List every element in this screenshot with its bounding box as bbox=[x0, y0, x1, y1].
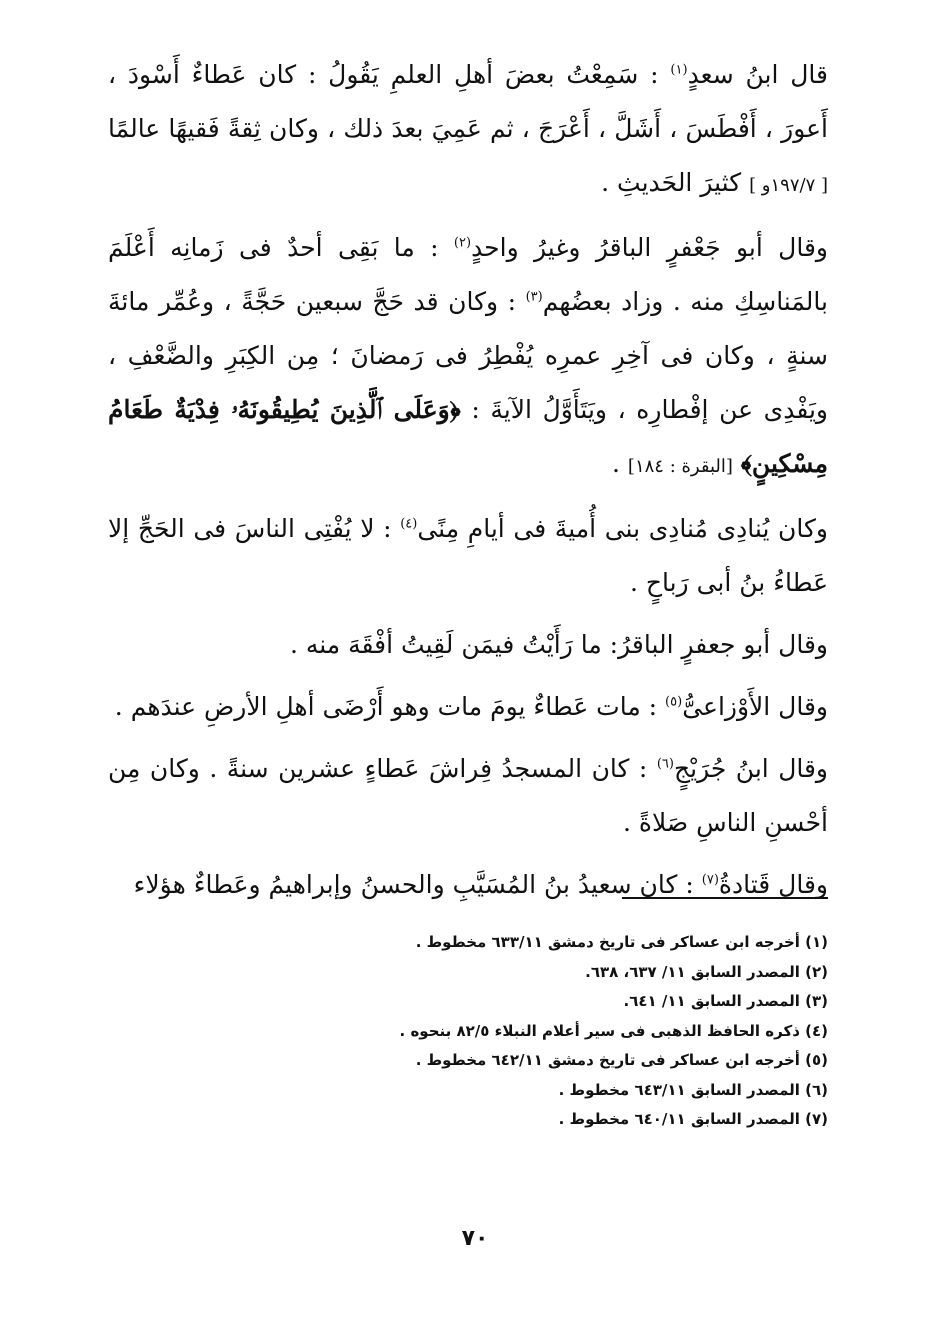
footnote-ref-3: (٣) bbox=[525, 289, 543, 305]
footnote-1: (١) أخرجه ابن عساكر فى تاريخ دمشق ٦٣٣/١١ مخطوط . bbox=[415, 933, 828, 951]
footnote-ref-5: (٥) bbox=[665, 694, 683, 710]
footnote-6: (٦) المصدر السابق ٦٤٣/١١ مخطوط . bbox=[558, 1080, 828, 1099]
text-segment: . bbox=[612, 449, 628, 478]
paragraph-1 bbox=[108, 48, 828, 213]
paragraph-7 bbox=[108, 858, 828, 912]
text-segment: وقال الأَوْزاعىُّ bbox=[682, 692, 828, 721]
footnotes bbox=[300, 928, 828, 1135]
paragraph-2 bbox=[108, 221, 828, 494]
footnote-ref-4: (٤) bbox=[400, 516, 418, 532]
text-segment: : كان سعيدُ بنُ المُسَيَّبِ والحسنُ وإبراهيمُ وعَطاءٌ هؤلاء bbox=[133, 870, 702, 899]
text-segment bbox=[733, 449, 741, 478]
footnote-separator bbox=[622, 897, 828, 899]
text-segment: : كان المسجدُ فِراشَ عَطاءٍ عشرين سنةً . وكان مِن أحْسنِ الناسِ صَلاةً . bbox=[108, 754, 828, 837]
paragraph-5 bbox=[108, 680, 828, 734]
text-segment: وقال قَتادةُ bbox=[718, 870, 828, 899]
footnote-2: (٢) المصدر السابق ١١/ ٦٣٧، ٦٣٨. bbox=[585, 962, 828, 981]
text-segment: : لا يُفْتِى الناسَ فى الحَجِّ إلا عَطاءُ بنُ أبى رَباحٍ . bbox=[108, 514, 828, 597]
paragraph-4 bbox=[108, 618, 828, 672]
page-reference: [ ١٩٧/٧و ] bbox=[749, 175, 828, 196]
footnote-ref-2: (٢) bbox=[453, 235, 472, 251]
footnote-5: (٥) أخرجه ابن عساكر فى تاريخ دمشق ٦٤٢/١١ مخطوط . bbox=[415, 1051, 828, 1069]
page-number: ٧٠ bbox=[461, 1226, 489, 1251]
footnote-3: (٣) المصدر السابق ١١/ ٦٤١. bbox=[623, 992, 828, 1010]
text-segment: وقال أبو جعفرٍ الباقرُ: ما رَأَيْتُ فيمَن لَقِيتُ أفْقَهَ منه . bbox=[289, 630, 828, 659]
text-segment: كثيرَ الحَديثِ . bbox=[601, 168, 750, 197]
footnote-4: (٤) ذكره الحافظ الذهبى فى سير أعلام النبلاء ٨٢/٥ بنحوه . bbox=[399, 1021, 828, 1040]
text-segment: وكان يُنادِى مُنادِى بنى أُميةَ فى أيامِ مِنًى bbox=[417, 514, 828, 543]
text-segment: وقال أبو جَعْفرٍ الباقرُ وغيرُ واحدٍ bbox=[471, 233, 828, 262]
footnote-ref-6: (٦) bbox=[656, 756, 674, 772]
text-segment: قال ابنُ سعدٍ bbox=[687, 60, 828, 89]
text-segment: : وكان قد حَجَّ سبعين حَجَّةً ، وعُمِّر مائةَ سنةٍ ، وكان فى آخِرِ عمرِه يُفْطِرُ فى رَمضانَ ؛ مِن الكِبَرِ والضَّعْفِ ، ويَفْدِى عن إفْطارِه ، ويَتَأَوَّلُ الآيةَ : bbox=[108, 287, 828, 424]
quran-verse: ﴿وَعَلَى ٱلَّذِينَ يُطِيقُونَهُۥ فِدْيَةٌ طَعَامُ مِسْكِينٍ﴾ bbox=[108, 395, 828, 478]
footnote-ref-7: (٧) bbox=[701, 872, 719, 888]
footnote-7: (٧) المصدر السابق ٦٤٠/١١ مخطوط . bbox=[558, 1110, 828, 1128]
text-segment: : سَمِعْتُ بعضَ أهلِ العلمِ يَقُولُ : كان عَطاءٌ أَسْودَ ، أَعورَ ، أَفْطَسَ ، أَشَلَّ ، أَعْرَجَ ، ثم عَمِيَ بعدَ ذلك ، وكان ثِقةً فَقيهًا عالمًا bbox=[108, 60, 828, 143]
paragraph-3 bbox=[108, 502, 828, 610]
text-segment: : ما بَقِى أحدٌ فى زَمانِه أَعْلَمَ بالمَناسِكِ منه . وزاد بعضُهم bbox=[108, 233, 828, 316]
text-segment: : مات عَطاءٌ يومَ مات وهو أَرْضَى أهلِ الأرضِ عندَهم . bbox=[114, 692, 666, 721]
main-text bbox=[108, 48, 828, 920]
verse-reference: [البقرة : ١٨٤] bbox=[627, 456, 733, 477]
footnote-ref-1: (١) bbox=[670, 62, 688, 78]
text-segment: وقال ابنُ جُرَيْجٍ bbox=[673, 754, 828, 783]
paragraph-6 bbox=[108, 742, 828, 850]
